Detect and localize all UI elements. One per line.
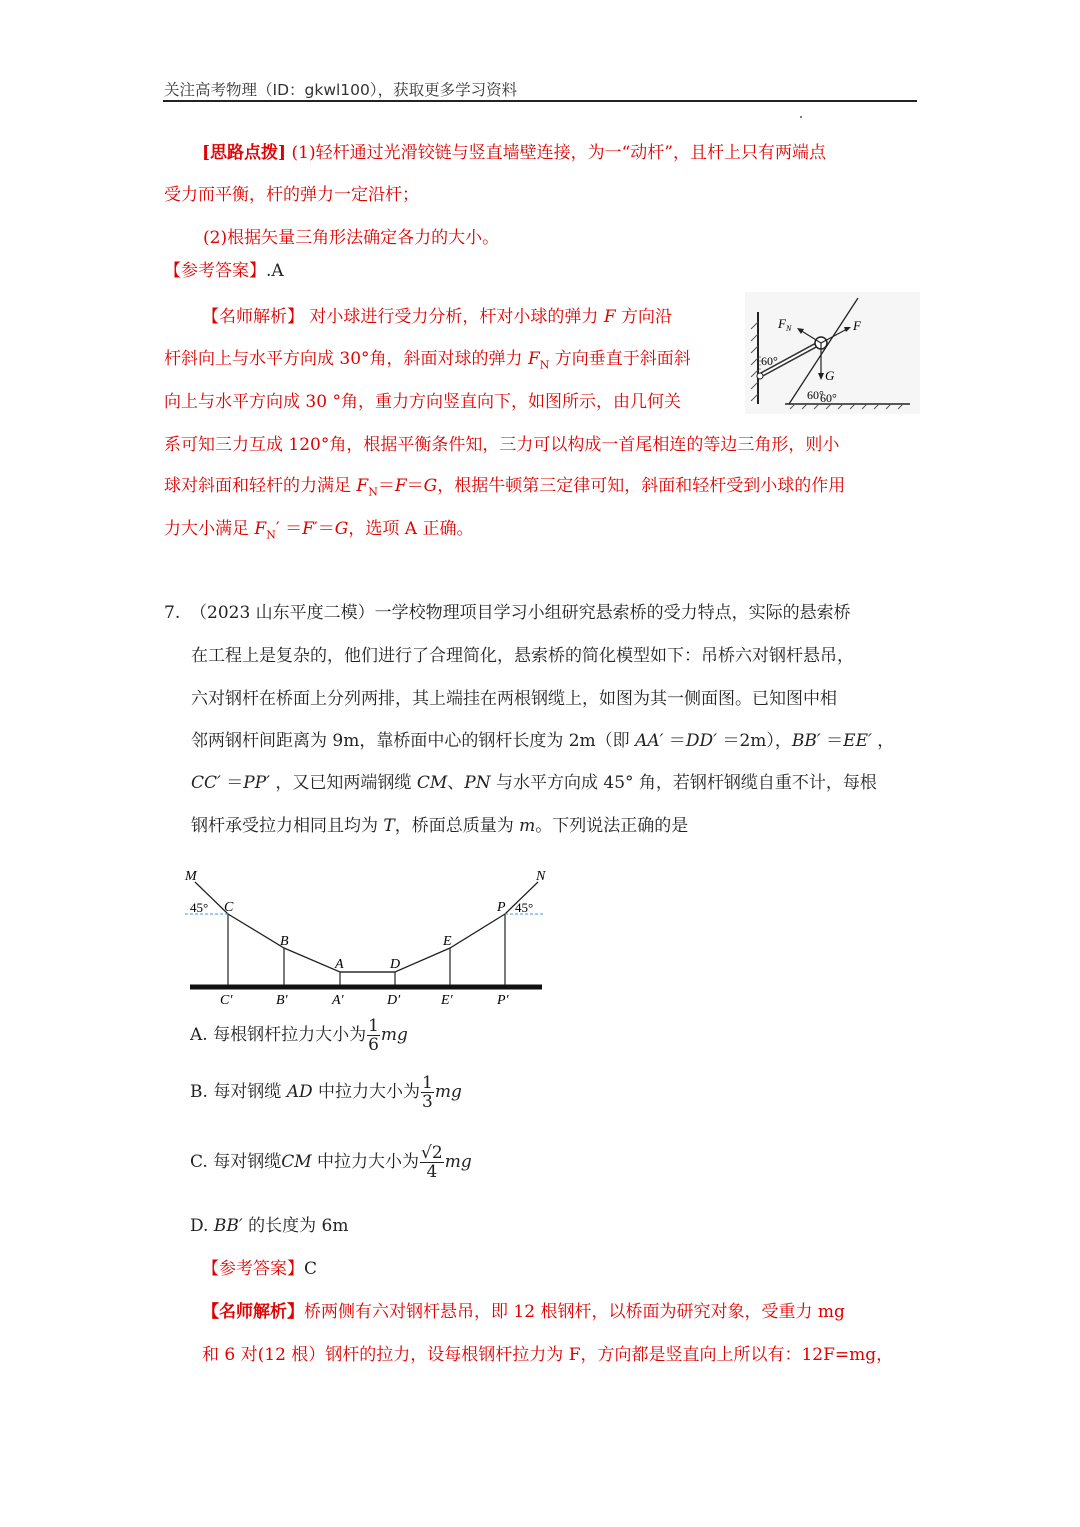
analysis-1-line-5: 球对斜面和轻杆的力满足 $F_N=F=G$，根据牛顿第三定律可知，斜面和轻杆受到小球的作用 bbox=[164, 476, 846, 499]
label-B: B bbox=[280, 934, 289, 949]
page-header: 关注高考物理（ID：gkwl100），获取更多学习资料 bbox=[164, 81, 518, 99]
question-7-line-1: （2023 山东平度二模）一学校物理项目学习小组研究悬索桥的受力特点，实际的悬索桥 bbox=[190, 603, 851, 623]
question-7-line-4: 邻两钢杆间距离为 9m，靠桥面中心的钢杆长度为 2m（即 AA′ ＝DD′ ＝2m），BB′ ＝EE′ ， bbox=[191, 731, 895, 751]
option-a: A. 每根钢杆拉力大小为 $\frac{1}{6}$ mg bbox=[190, 1016, 408, 1055]
header-divider bbox=[163, 100, 917, 102]
g-label: G bbox=[825, 368, 835, 383]
angle-label-3: 60° bbox=[807, 388, 824, 402]
question-7-line-5: CC′ ＝PP′ ，又已知两端钢缆 CM、PN 与水平方向成 45° 角，若钢杆钢缆自重不计，每根 bbox=[191, 773, 877, 793]
fraction-b: $\frac{1}{3}$ bbox=[422, 1073, 433, 1112]
question-7-line-6: 钢杆承受拉力相同且均为 T，桥面总质量为 m。下列说法正确的是 bbox=[191, 816, 689, 836]
angle-left: 45° bbox=[190, 900, 209, 915]
label-A-prime: A′ bbox=[332, 993, 344, 1007]
answer-1: 【参考答案】.A bbox=[164, 261, 284, 281]
force-diagram bbox=[745, 292, 920, 414]
label-N: N bbox=[536, 869, 546, 884]
option-b: B. 每对钢缆 AD 中拉力大小为 $\frac{1}{3}$ mg bbox=[190, 1073, 462, 1112]
label-M: M bbox=[185, 869, 197, 884]
label-C-prime: C′ bbox=[220, 993, 233, 1007]
label-C: C bbox=[224, 900, 234, 915]
answer-2: 【参考答案】C bbox=[202, 1259, 318, 1279]
analysis-1-line-3: 向上与水平方向成 30 °角，重力方向竖直向下，如图所示，由几何关 bbox=[164, 392, 681, 412]
option-c: C. 每对钢缆CM 中拉力大小为 $\frac{√2}{4}$ mg bbox=[190, 1143, 472, 1182]
label-B-prime: B′ bbox=[276, 993, 288, 1007]
hint-line-3: (2)根据矢量三角形法确定各力的大小。 bbox=[203, 228, 500, 248]
label-E-prime: E′ bbox=[441, 993, 453, 1007]
hint-line-1: [思路点拨] (1)轻杆通过光滑铰链与竖直墙壁连接，为一“动杆”，且杆上只有两端点 bbox=[202, 143, 826, 163]
angle-label-1: 60° bbox=[761, 354, 778, 368]
question-7-line-2: 在工程上是复杂的，他们进行了合理简化，悬索桥的简化模型如下：吊桥六对钢杆悬吊， bbox=[191, 646, 854, 666]
hint-label: [思路点拨] bbox=[202, 143, 287, 163]
label-P-prime: P′ bbox=[497, 993, 509, 1007]
question-7-number: 7. bbox=[164, 603, 181, 623]
f-label: F bbox=[853, 318, 861, 333]
stray-dot bbox=[800, 116, 802, 118]
question-7-line-3: 六对钢杆在桥面上分列两排，其上端挂在两根钢缆上，如图为其一侧面图。已知图中相 bbox=[191, 689, 837, 709]
analysis-2-label: 【名师解析】 bbox=[202, 1302, 304, 1322]
bridge-diagram bbox=[180, 862, 550, 1007]
rods bbox=[228, 914, 505, 985]
answer-2-label: 【参考答案】 bbox=[202, 1259, 304, 1279]
fraction-a: $\frac{1}{6}$ bbox=[368, 1016, 379, 1055]
label-E: E bbox=[443, 934, 452, 949]
answer-1-label: 【参考答案】 bbox=[164, 261, 266, 281]
analysis-2-line-2: 和 6 对(12 根）钢杆的拉力，设每根钢杆拉力为 F，方向都是竖直向上所以有：12F=mg， bbox=[202, 1345, 894, 1365]
fn-label: $F_N$ bbox=[778, 316, 792, 333]
label-D-prime: D′ bbox=[387, 993, 401, 1007]
cable bbox=[195, 882, 538, 972]
hint-line-2: 受力而平衡，杆的弹力一定沿杆； bbox=[164, 185, 419, 205]
analysis-1-label: 【名师解析】 bbox=[202, 307, 304, 327]
option-d: D. BB′ 的长度为 6m bbox=[190, 1216, 349, 1236]
angle-right: 45° bbox=[515, 900, 534, 915]
angle-label-2: 60° bbox=[820, 391, 837, 405]
label-A: A bbox=[335, 957, 344, 972]
analysis-2-line-1: 【名师解析】桥两侧有六对钢杆悬吊，即 12 根钢杆，以桥面为研究对象，受重力 mg bbox=[202, 1302, 845, 1322]
label-P: P bbox=[497, 900, 506, 915]
analysis-1-line-4: 系可知三力互成 120°角，根据平衡条件知，三力可以构成一首尾相连的等边三角形，则小 bbox=[164, 435, 840, 455]
label-D: D bbox=[390, 957, 401, 972]
analysis-1-line-6: 力大小满足 $F_N' =F'=G$，选项 A 正确。 bbox=[164, 519, 474, 542]
fraction-c: $\frac{√2}{4}$ bbox=[421, 1143, 443, 1182]
analysis-1-line-2: 杆斜向上与水平方向成 30°角，斜面对球的弹力 $F_N$ 方向垂直于斜面斜 bbox=[164, 349, 691, 372]
analysis-1-line-1: 【名师解析】 对小球进行受力分析，杆对小球的弹力 F 方向沿 bbox=[202, 307, 673, 327]
